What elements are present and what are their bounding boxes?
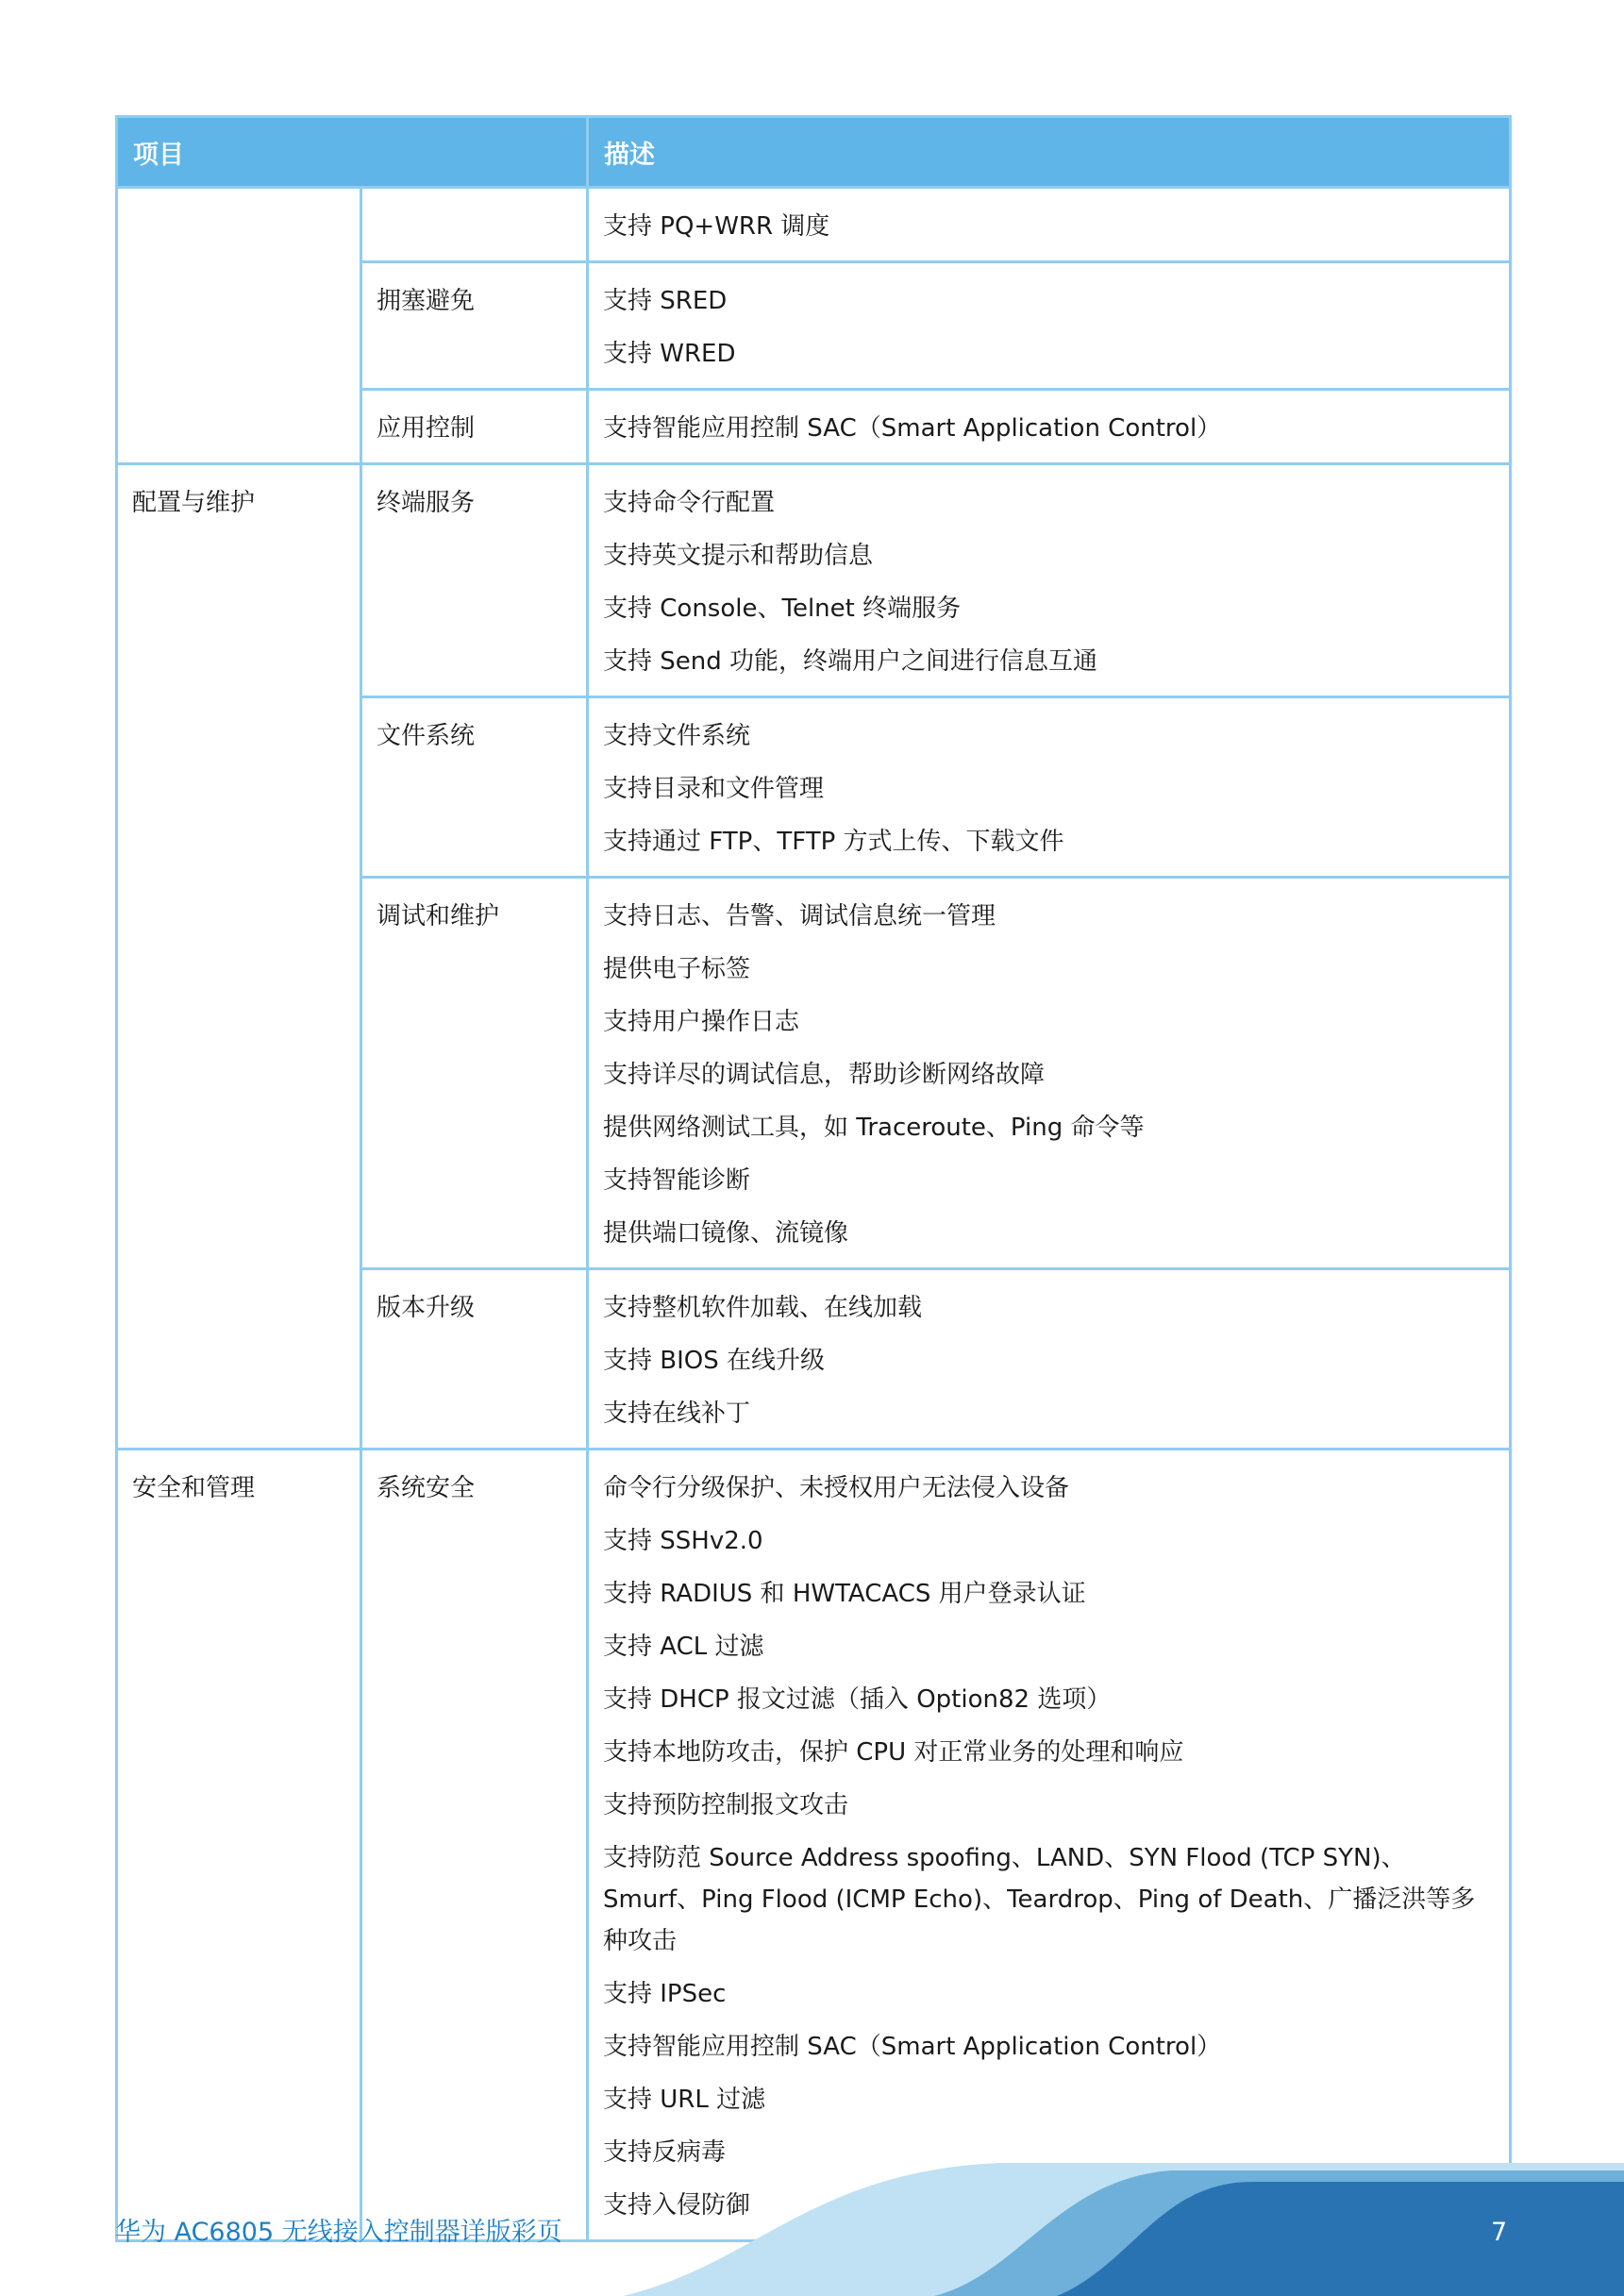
description-line: 支持 URL 过滤 xyxy=(603,2086,766,2114)
subcategory-label: 终端服务 xyxy=(377,489,476,517)
header-item: 项目 xyxy=(117,117,588,188)
category-cell xyxy=(117,188,361,464)
description-cell xyxy=(588,390,1511,464)
description-line: 提供端口镜像、流镜像 xyxy=(603,1219,849,1248)
subcategory-label: 系统安全 xyxy=(377,1474,476,1502)
description-line: 支持命令行配置 xyxy=(603,489,776,517)
description-line: 支持英文提示和帮助信息 xyxy=(603,542,874,570)
subcategory-cell xyxy=(361,878,588,1269)
description-line: 支持在线补丁 xyxy=(603,1399,751,1428)
category-label: 安全和管理 xyxy=(132,1474,256,1502)
subcategory-cell xyxy=(361,1269,588,1450)
description-line: 支持 RADIUS 和 HWTACACS 用户登录认证 xyxy=(603,1580,1086,1608)
description-line: 支持 IPSec xyxy=(603,1980,727,2008)
description-line: 支持智能诊断 xyxy=(603,1166,751,1195)
description-cell xyxy=(588,188,1511,262)
description-line: 命令行分级保护、未授权用户无法侵入设备 xyxy=(603,1474,1070,1502)
subcategory-cell xyxy=(361,188,588,262)
subcategory-label: 文件系统 xyxy=(377,722,476,750)
description-line: 支持智能应用控制 SAC（Smart Application Control） xyxy=(603,414,1222,443)
subcategory-label: 应用控制 xyxy=(377,414,476,443)
description-cell xyxy=(588,878,1511,1269)
description-line: 支持文件系统 xyxy=(603,722,751,750)
description-line: 支持防范 Source Address spoofing、LAND、SYN Flood (TCP SYN)、Smurf、Ping Flood (ICMP Echo)、Teardrop、Ping of Death、广播泛洪等多种攻击 xyxy=(603,1844,1476,1955)
footer-title: 华为 AC6805 无线接入控制器详版彩页 xyxy=(115,2218,562,2247)
description-line: 提供电子标签 xyxy=(603,955,751,983)
description-cell xyxy=(588,1450,1511,2241)
table-header-row xyxy=(117,117,1511,188)
description-line: 支持预防控制报文攻击 xyxy=(603,1791,849,1819)
subcategory-cell xyxy=(361,1450,588,2241)
description-line: 支持 WRED xyxy=(603,340,736,368)
description-line: 支持 ACL 过滤 xyxy=(603,1633,764,1661)
description-line: 支持 SRED xyxy=(603,287,728,315)
description-line: 支持通过 FTP、TFTP 方式上传、下载文件 xyxy=(603,828,1064,856)
description-cell xyxy=(588,262,1511,390)
description-line: 支持 DHCP 报文过滤（插入 Option82 选项） xyxy=(603,1685,1112,1714)
description-cell xyxy=(588,464,1511,697)
table-row xyxy=(117,1450,1511,2241)
category-cell xyxy=(117,1450,361,2241)
subcategory-label: 调试和维护 xyxy=(377,902,500,930)
subcategory-cell xyxy=(361,390,588,464)
header-description: 描述 xyxy=(588,117,1511,188)
table-row xyxy=(117,464,1511,697)
description-line: 支持详尽的调试信息，帮助诊断网络故障 xyxy=(603,1061,1046,1089)
description-line: 支持日志、告警、调试信息统一管理 xyxy=(603,902,996,930)
category-label: 配置与维护 xyxy=(132,489,256,517)
subcategory-cell xyxy=(361,262,588,390)
description-line: 支持 BIOS 在线升级 xyxy=(603,1347,826,1375)
page-number: 7 xyxy=(1491,2218,1508,2247)
subcategory-cell xyxy=(361,464,588,697)
description-cell xyxy=(588,697,1511,878)
description-line: 支持整机软件加载、在线加载 xyxy=(603,1294,923,1322)
spec-table-body xyxy=(117,188,1511,2241)
description-line: 支持用户操作日志 xyxy=(603,1008,800,1036)
spec-table xyxy=(115,115,1512,2242)
subcategory-label: 拥塞避免 xyxy=(377,287,476,315)
description-line: 支持智能应用控制 SAC（Smart Application Control） xyxy=(603,2033,1222,2061)
description-line: 支持本地防攻击，保护 CPU 对正常业务的处理和响应 xyxy=(603,1738,1184,1767)
subcategory-cell xyxy=(361,697,588,878)
description-line: 支持 Console、Telnet 终端服务 xyxy=(603,595,962,623)
description-line: 支持入侵防御 xyxy=(603,2191,751,2220)
description-line: 支持 PQ+WRR 调度 xyxy=(603,212,830,241)
description-line: 支持目录和文件管理 xyxy=(603,775,825,803)
description-line: 支持 SSHv2.0 xyxy=(603,1527,763,1555)
description-line: 支持 Send 功能，终端用户之间进行信息互通 xyxy=(603,647,1098,676)
table-row xyxy=(117,188,1511,262)
description-line: 提供网络测试工具，如 Traceroute、Ping 命令等 xyxy=(603,1114,1145,1142)
description-line: 支持反病毒 xyxy=(603,2138,727,2167)
description-cell xyxy=(588,1269,1511,1450)
category-cell xyxy=(117,464,361,1450)
subcategory-label: 版本升级 xyxy=(377,1294,476,1322)
